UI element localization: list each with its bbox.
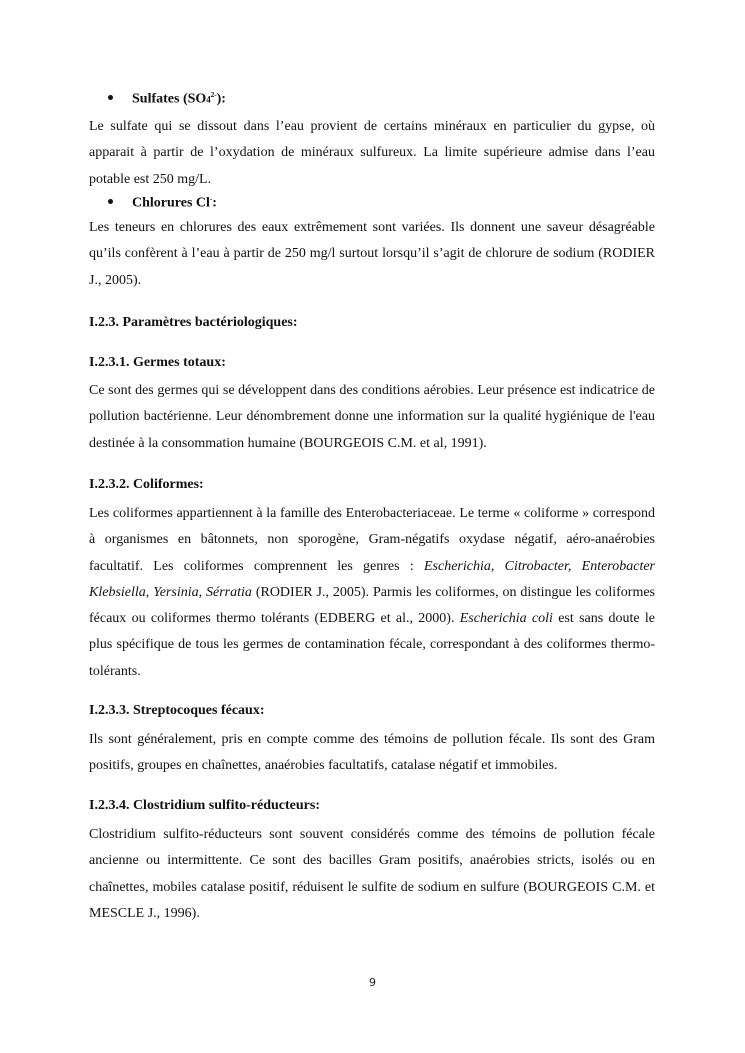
coliformes-genus-1: Escherichia, Citrobacter, Enterobacter Klebsiella [89, 558, 655, 600]
chlorures-superscript: - [209, 195, 213, 203]
coliformes-paragraph [89, 501, 655, 685]
sulfates-paragraph: Le sulfate qui se dissout dans l’eau provient de certains minéraux en particulier du gypse, où apparait à partir de l’oxydation de minéraux sulfureux. La limite supérieure admise dans l’eau potable est 250 mg/L. [89, 119, 655, 187]
coliformes-text-1: Les coliformes appartiennent à la famille des Enterobacteriaceae. Le terme « coliforme » correspond à organismes en bâtonnets, non sporogène, Gram-négatifs oxydase négatif, aéro-anaérobies facultatif. Les coliformes comprennent les genres : [89, 506, 655, 574]
chlorures-bullet [108, 195, 217, 212]
page-number: 9 [369, 976, 376, 989]
chlorures-label-tail: : [212, 195, 217, 211]
coliformes-text-2: (RODIER J., 2005). Parmis les coliformes, on distingue les coliformes fécaux ou coliformes thermo tolérants (EDBERG et al., 2000). [89, 584, 656, 627]
germes-paragraph: Ce sont des germes qui se développent dans des conditions aérobies. Leur présence est indicatrice de pollution bactérienne. Leur dénombrement donne une information sur la qualité hygiénique de l'eau destinée à la consommation humaine (BOURGEOIS C.M. et al, 1991). [89, 383, 655, 451]
sulfates-superscript: 2- [210, 91, 217, 99]
sulfates-subscript: 4 [206, 94, 211, 105]
bullet-icon [108, 95, 113, 100]
clostridium-heading: I.2.3.4. Clostridium sulfito-réducteurs: [89, 798, 320, 813]
coliformes-species: Escherichia coli [459, 611, 553, 627]
chlorures-label: Chlorures Cl [132, 195, 210, 211]
coliformes-sep-1: , [145, 584, 154, 600]
sulfates-label-tail: ): [216, 91, 226, 107]
coliformes-heading: I.2.3.2. Coliformes: [89, 477, 204, 492]
streptocoques-heading: I.2.3.3. Streptocoques fécaux: [89, 703, 265, 718]
sulfates-bullet [108, 91, 226, 108]
bullet-icon [108, 199, 113, 204]
chlorures-paragraph: Les teneurs en chlorures des eaux extrêmement sont variées. Ils donnent une saveur désagréable qu’ils confèrent à l’eau à partir de 250 mg/l surtout lorsqu’il s’agit de chlorure de sodium (RODIER J., 2005). [89, 220, 655, 288]
clostridium-paragraph: Clostridium sulfito-réducteurs sont souvent considérés comme des témoins de pollution fécale ancienne ou intermittente. Ce sont des bacilles Gram positifs, anaérobies stricts, isolés ou en chaînettes, mobiles catalase positif, réduisent le sulfite de sodium en sulfure (BOURGEOIS C.M. et MESCLE J., 1996). [89, 827, 655, 921]
germes-heading: I.2.3.1. Germes totaux: [89, 355, 226, 370]
streptocoques-paragraph: Ils sont généralement, pris en compte comme des témoins de pollution fécale. Ils sont des Gram positifs, groupes en chaînettes, anaérobies facultatifs, catalase négatif et immobiles. [89, 732, 655, 774]
section-bacterio-heading: I.2.3. Paramètres bactériologiques: [89, 315, 298, 330]
coliformes-text-3: est sans doute le plus spécifique de tous les germes de contamination fécale, correspondant à des coliformes thermo-tolérants. [89, 611, 655, 679]
coliformes-genus-2: Yersinia, Sérratia [153, 584, 252, 600]
sulfates-label: Sulfates (SO [132, 91, 207, 107]
